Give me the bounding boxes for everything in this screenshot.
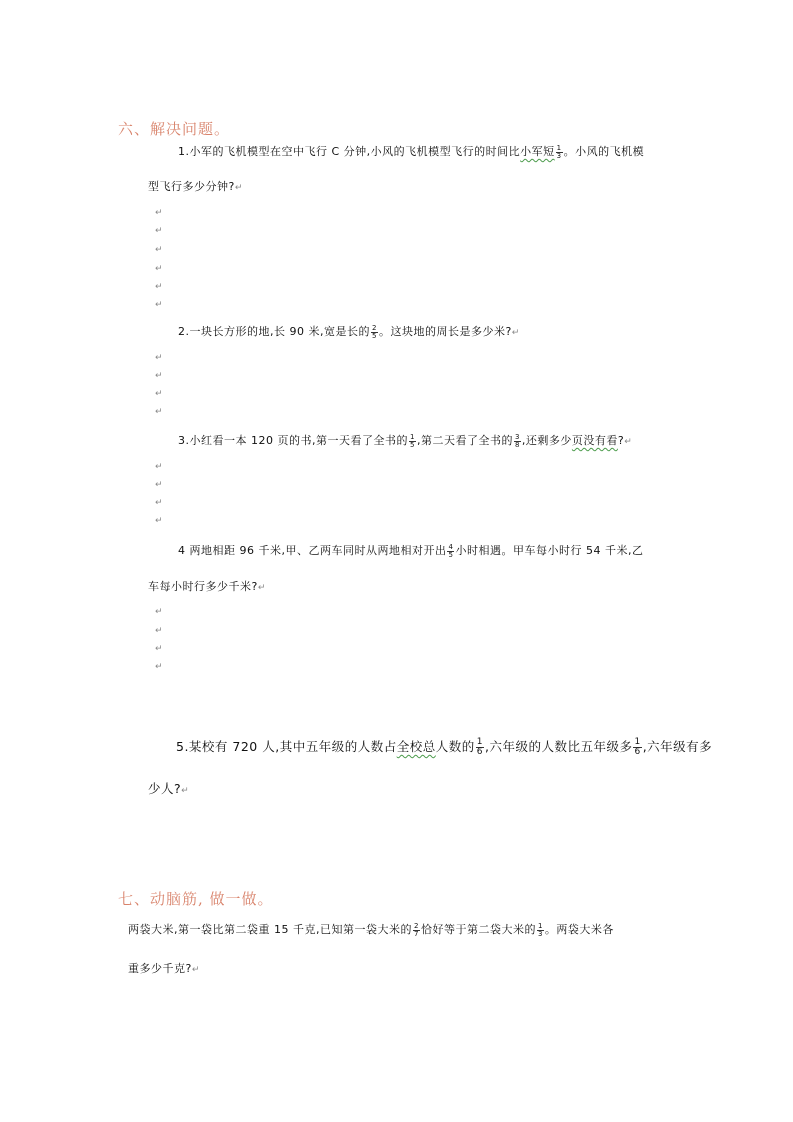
paragraph-mark-icon: ↵ bbox=[155, 353, 163, 363]
fraction: $\frac{1}{3}$ bbox=[556, 143, 562, 160]
fraction: $\frac{2}{5}$ bbox=[371, 323, 377, 340]
question-2: 2.一块长方形的地,长 90 米,宽是长的 $\frac{2}{5}$ 。这块地的周长是多少米?↵ bbox=[178, 323, 520, 340]
spell-check-underline: 小军短 bbox=[520, 145, 555, 158]
paragraph-mark-icon: ↵ bbox=[155, 626, 163, 636]
paragraph-mark-icon: ↵ bbox=[155, 208, 163, 218]
paragraph-mark-icon: ↵ bbox=[155, 389, 163, 399]
fraction: $\frac{1}{6}$ bbox=[634, 737, 641, 757]
question-1-text: 1.小军的飞机模型在空中飞行 C 分钟,小风的飞机模型飞行的时间比 bbox=[178, 145, 521, 158]
paragraph-mark-icon: ↵ bbox=[191, 965, 200, 975]
section-7-heading: 七、动脑筋, 做一做。 bbox=[118, 890, 274, 908]
question-5-line-2: 少人?↵ bbox=[148, 781, 190, 796]
spell-check-underline: 全校总 bbox=[396, 739, 436, 754]
paragraph-mark-icon: ↵ bbox=[155, 264, 163, 274]
paragraph-mark-icon: ↵ bbox=[155, 516, 163, 526]
fraction: $\frac{4}{5}$ bbox=[448, 542, 454, 559]
paragraph-mark-icon: ↵ bbox=[181, 786, 190, 796]
fraction: $\frac{1}{6}$ bbox=[476, 737, 483, 757]
question-4-line-1: 4 两地相距 96 千米,甲、乙两车同时从两地相对开出 $\frac{4}{5}$ 小时相遇。甲车每小时行 54 千米,乙 bbox=[178, 542, 644, 559]
fraction: $\frac{1}{5}$ bbox=[409, 432, 415, 449]
spell-check-underline: 页没有看 bbox=[571, 434, 618, 447]
paragraph-mark-icon: ↵ bbox=[624, 437, 633, 447]
paragraph-mark-icon: ↵ bbox=[155, 226, 163, 236]
paragraph-mark-icon: ↵ bbox=[155, 480, 163, 490]
question-5-line-1: 5.某校有 720 人,其中五年级的人数占全校总人数的 $\frac{1}{6}$ ,六年级的人数比五年级多 $\frac{1}{6}$ ,六年级有多 bbox=[176, 737, 713, 757]
paragraph-mark-icon: ↵ bbox=[155, 644, 163, 654]
question-4-line-2: 车每小时行多少千米?↵ bbox=[148, 580, 266, 593]
paragraph-mark-icon: ↵ bbox=[155, 607, 163, 617]
paragraph-mark-icon: ↵ bbox=[155, 371, 163, 381]
fraction: $\frac{3}{8}$ bbox=[514, 432, 520, 449]
brain-teaser-line-2: 重多少千克?↵ bbox=[128, 962, 200, 975]
question-3: 3.小红看一本 120 页的书,第一天看了全书的 $\frac{1}{5}$ ,第二天看了全书的 $\frac{3}{8}$ ,还剩多少页没有看?↵ bbox=[178, 432, 633, 449]
paragraph-mark-icon: ↵ bbox=[155, 462, 163, 472]
question-1-line-2: 型飞行多少分钟?↵ bbox=[148, 180, 243, 193]
paragraph-mark-icon: ↵ bbox=[155, 300, 163, 310]
paragraph-mark-icon: ↵ bbox=[511, 328, 520, 338]
question-1-line-1: 1.小军的飞机模型在空中飞行 C 分钟,小风的飞机模型飞行的时间比小军短 $\frac{1}{3}$ 。小风的飞机模 bbox=[178, 143, 645, 160]
paragraph-mark-icon: ↵ bbox=[234, 183, 243, 193]
paragraph-mark-icon: ↵ bbox=[155, 245, 163, 255]
fraction: $\frac{1}{3}$ bbox=[537, 921, 543, 938]
paragraph-mark-icon: ↵ bbox=[155, 407, 163, 417]
brain-teaser-line-1: 两袋大米,第一袋比第二袋重 15 千克,已知第一袋大米的 $\frac{2}{7}$ 恰好等于第二袋大米的 $\frac{1}{3}$ 。两袋大米各 bbox=[128, 921, 614, 938]
paragraph-mark-icon: ↵ bbox=[257, 583, 266, 593]
fraction: $\frac{2}{7}$ bbox=[413, 921, 419, 938]
section-6-heading: 六、解决问题。 bbox=[118, 120, 231, 138]
paragraph-mark-icon: ↵ bbox=[155, 282, 163, 292]
paragraph-mark-icon: ↵ bbox=[155, 498, 163, 508]
paragraph-mark-icon: ↵ bbox=[155, 662, 163, 672]
